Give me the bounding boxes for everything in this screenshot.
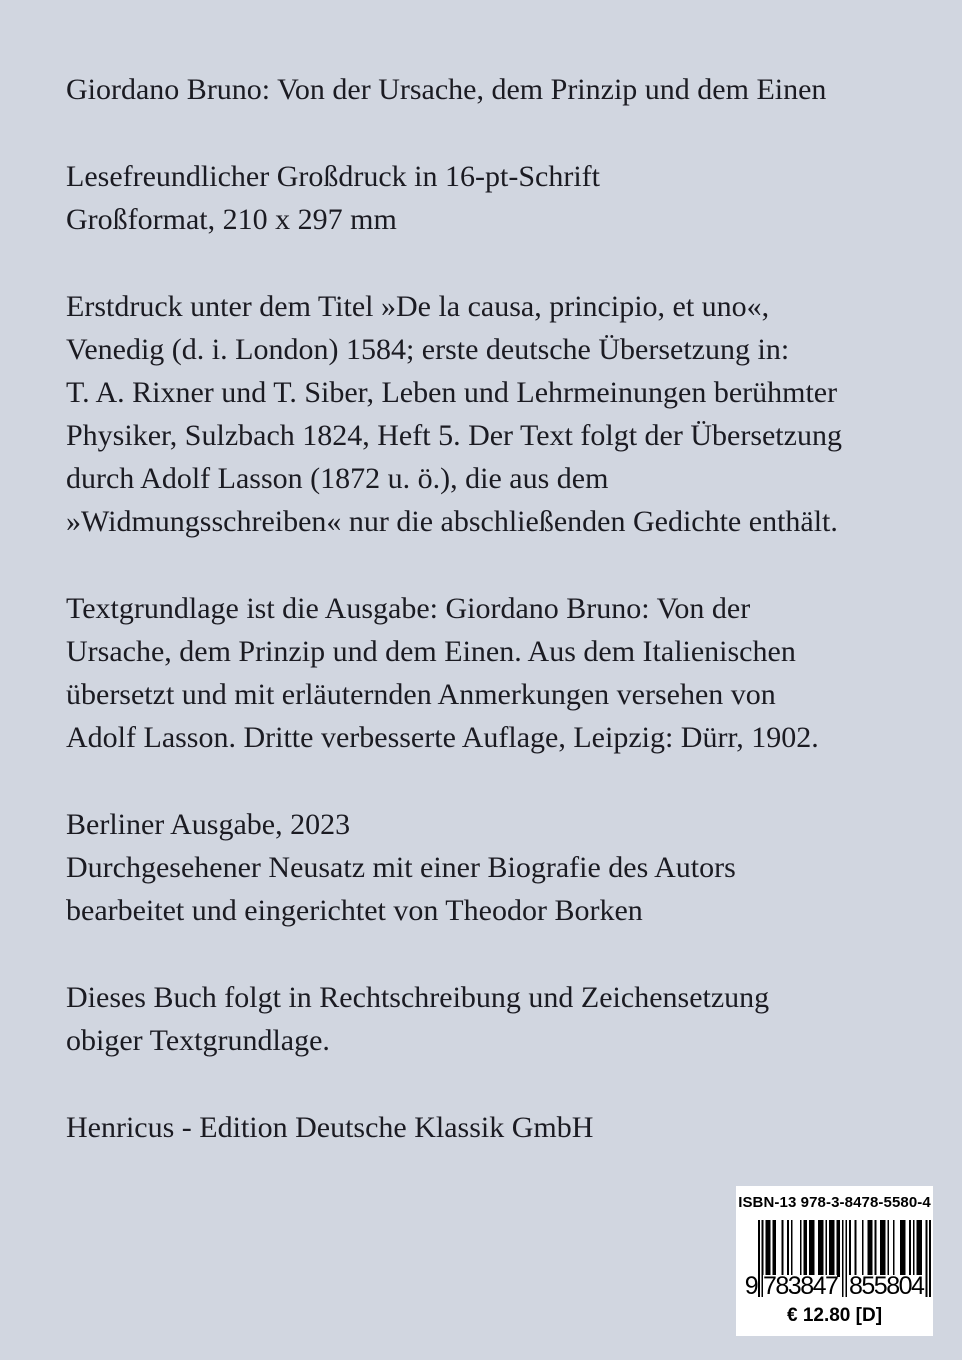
ean13-barcode xyxy=(742,1220,930,1300)
format-paragraph xyxy=(66,155,942,241)
first-edition-paragraph xyxy=(66,285,942,543)
text-line: Venedig (d. i. London) 1584; erste deutsche Übersetzung in: xyxy=(66,333,790,366)
barcode-digit-lead: 9 xyxy=(744,1272,758,1300)
book-title-paragraph xyxy=(66,68,942,111)
orthography-paragraph xyxy=(66,976,942,1062)
text-line: Durchgesehener Neusatz mit einer Biografie des Autors xyxy=(66,851,736,884)
publisher-line: Henricus - Edition Deutsche Klassik GmbH xyxy=(66,1111,594,1144)
text-line: Textgrundlage ist die Ausgabe: Giordano Bruno: Von der xyxy=(66,592,751,625)
text-line: Großformat, 210 x 297 mm xyxy=(66,203,397,236)
text-line: T. A. Rixner und T. Siber, Leben und Lehrmeinungen berühmter xyxy=(66,376,838,409)
isbn-label: ISBN-13 978-3-8478-5580-4 xyxy=(738,1194,931,1211)
text-line: Physiker, Sulzbach 1824, Heft 5. Der Text folgt der Übersetzung xyxy=(66,419,842,452)
publisher-paragraph xyxy=(66,1106,942,1149)
text-line: »Widmungsschreiben« nur die abschließenden Gedichte enthält. xyxy=(66,505,838,538)
text-line: Lesefreundlicher Großdruck in 16-pt-Schrift xyxy=(66,160,600,193)
book-title: Giordano Bruno: Von der Ursache, dem Prinzip und dem Einen xyxy=(66,73,827,106)
text-source-paragraph xyxy=(66,587,942,759)
text-line: Ursache, dem Prinzip und dem Einen. Aus dem Italienischen xyxy=(66,635,796,668)
text-line: übersetzt und mit erläuternden Anmerkungen versehen von xyxy=(66,678,776,711)
blurb-text-block xyxy=(66,68,942,1149)
text-line: Adolf Lasson. Dritte verbesserte Auflage, Leipzig: Dürr, 1902. xyxy=(66,721,819,754)
text-line: bearbeitet und eingerichtet von Theodor Borken xyxy=(66,894,643,927)
barcode-digits-left-group: 783847 xyxy=(763,1272,838,1300)
text-line: Berliner Ausgabe, 2023 xyxy=(66,808,351,841)
barcode-digits-right-group: 855804 xyxy=(849,1272,924,1300)
text-line: Dieses Buch folgt in Rechtschreibung und Zeichensetzung xyxy=(66,981,770,1014)
text-line: obiger Textgrundlage. xyxy=(66,1024,330,1057)
isbn-barcode-box xyxy=(736,1186,933,1336)
text-line: durch Adolf Lasson (1872 u. ö.), die aus dem xyxy=(66,462,609,495)
price-label: € 12.80 [D] xyxy=(786,1305,883,1326)
berlin-edition-paragraph xyxy=(66,803,942,932)
text-line: Erstdruck unter dem Titel »De la causa, principio, et uno«, xyxy=(66,290,770,323)
